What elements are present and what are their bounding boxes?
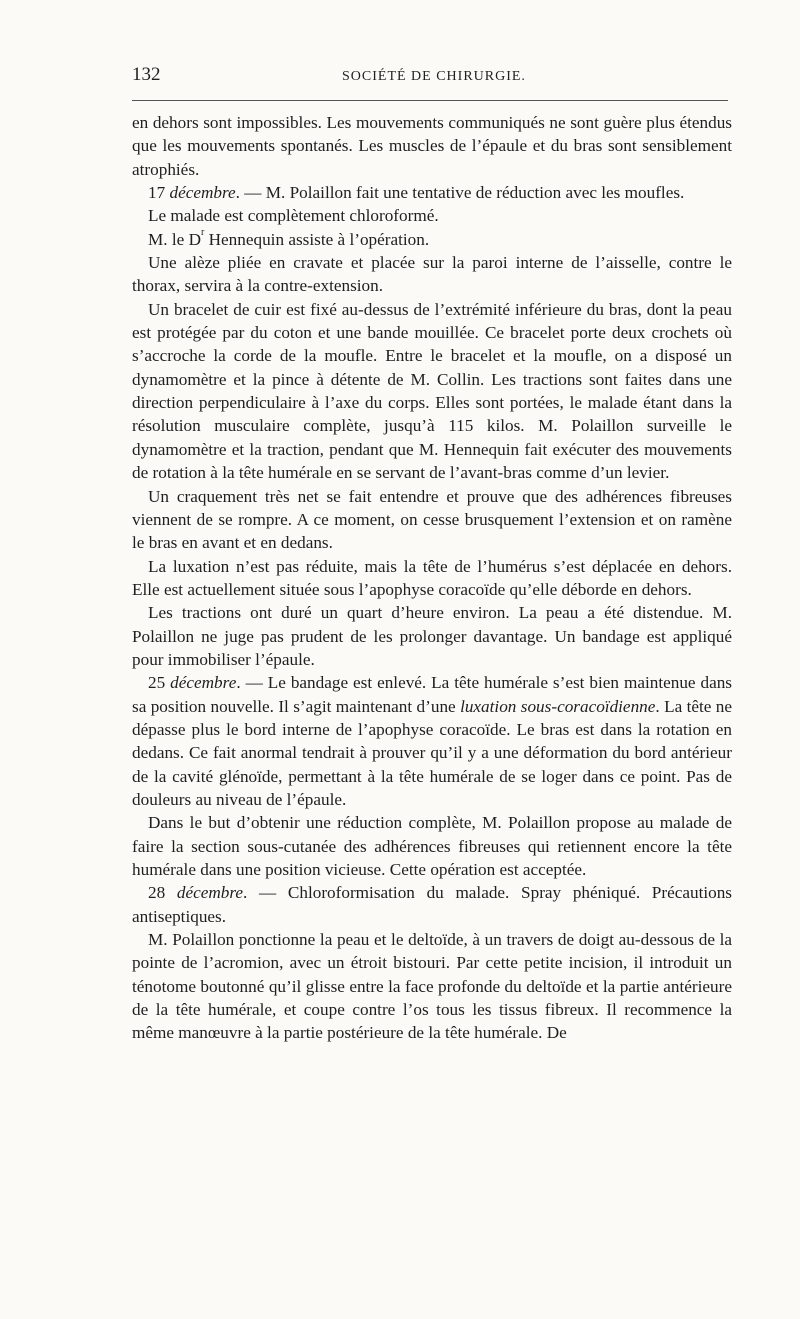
text-run: Un craquement très net se fait entendre et prouve que des adhérences fibreuses viennent de se rompre. A ce moment, on cesse brusquement l’extension et on ramène le bras en avant et en dedans. [132, 486, 732, 553]
page [132, 64, 732, 1045]
body-text [132, 111, 732, 1045]
italic-text: luxation sous-coracoïdienne [460, 696, 656, 716]
paragraph [132, 555, 732, 602]
text-run: . La tête ne dépasse plus le bord interne de l’apophyse coracoïde. Le bras est dans la rotation en dedans. Ce fait anormal tendrait à prouver qu’il y a une déformation du bord antérieur de la cavité glénoïde, permettant à la tête humérale de se loger dans ce point. Pas de douleurs au niveau de l’épaule. [132, 696, 732, 809]
paragraph [132, 181, 732, 204]
text-run: . — Chloroformisation du malade. Spray phéniqué. Précautions antiseptiques. [132, 883, 732, 926]
text-run: La luxation n’est pas réduite, mais la tête de l’humérus s’est déplacée en dehors. Elle est actuellement située sous l’apophyse coracoïde qu’elle déborde en dehors. [132, 556, 732, 599]
paragraph [132, 204, 732, 227]
header-rule [132, 100, 728, 101]
paragraph [132, 485, 732, 555]
text-run: Les tractions ont duré un quart d’heure environ. La peau a été distendue. M. Polaillon ne juge pas prudent de les prolonger davantage. Un bandage est appliqué pour immobiliser l’épaule. [132, 603, 732, 669]
text-run: Une alèze pliée en cravate et placée sur la paroi interne de l’aisselle, contre le thorax, servira à la contre-extension. [132, 253, 732, 296]
text-run: 28 [148, 883, 177, 903]
paragraph [132, 811, 732, 881]
paragraph [132, 228, 732, 251]
paragraph [132, 251, 732, 298]
italic-text: décembre [169, 183, 236, 203]
italic-text: décembre [176, 883, 244, 903]
text-run: en dehors sont impossibles. Les mouvements communiqués ne sont guère plus étendus que les mouvements spontanés. Les muscles de l’épaule et du bras sont sensiblement atrophiés. [132, 113, 732, 179]
page-number: 132 [132, 64, 161, 85]
text-run: Hennequin assiste à l’opération. [204, 229, 430, 249]
paragraph [132, 881, 732, 928]
text-run: . — M. Polaillon fait une tentative de réduction avec les moufles. [235, 183, 685, 203]
paragraph [132, 671, 732, 811]
running-head [132, 64, 732, 94]
text-run: Dans le but d’obtenir une réduction complète, M. Polaillon propose au malade de faire la section sous-cutanée des adhérences fibreuses qui retiennent encore la tête humérale dans une position vicieuse. Cette opération est acceptée. [132, 813, 732, 879]
text-run: M. le D [148, 229, 201, 249]
text-run: Un bracelet de cuir est fixé au-dessus de l’extrémité inférieure du bras, dont la peau est protégée par du coton et une bande mouillée. Ce bracelet porte deux crochets où s’accroche la corde de la moufle. Entre le bracelet et la moufle, on a disposé un dynamomètre et la pince à détente de M. Collin. Les tractions sont faites dans une direction perpendiculaire à l’axe du corps. Elles sont portées, le malade étant dans la résolution musculaire complète, jusqu’à 115 kilos. M. Polaillon surveille le dynamomètre et la traction, pendant que M. Hennequin fait exécuter des mouvements de rotation à la tête humérale en se servant de l’avant-bras comme d’un levier. [132, 299, 732, 483]
paragraph [132, 601, 732, 671]
paragraph [132, 298, 732, 485]
text-run: 25 [148, 673, 171, 693]
paragraph [132, 928, 732, 1045]
section-title: SOCIÉTÉ DE CHIRURGIE. [342, 69, 526, 84]
text-run: M. Polaillon ponctionne la peau et le deltoïde, à un travers de doigt au-dessous de la pointe de l’acromion, avec un étroit bistouri. Par cette petite incision, il introduit un ténotome boutonné qu’il glisse entre la face profonde du deltoïde et la partie antérieure de la tête humérale, et coupe contre l’os tous les tissus fibreux. Il recommence la même manœuvre à la partie postérieure de la tête humérale. De [132, 930, 732, 1043]
text-run: Le malade est complètement chloroformé. [148, 206, 439, 226]
text-run: 17 [148, 183, 170, 203]
italic-text: décembre [170, 673, 237, 693]
paragraph [132, 111, 732, 181]
text-run: . — Le bandage est enlevé. La tête humérale s’est bien maintenue dans sa position nouvelle. Il s’agit maintenant d’une [132, 673, 732, 716]
superscript: r [201, 226, 205, 238]
